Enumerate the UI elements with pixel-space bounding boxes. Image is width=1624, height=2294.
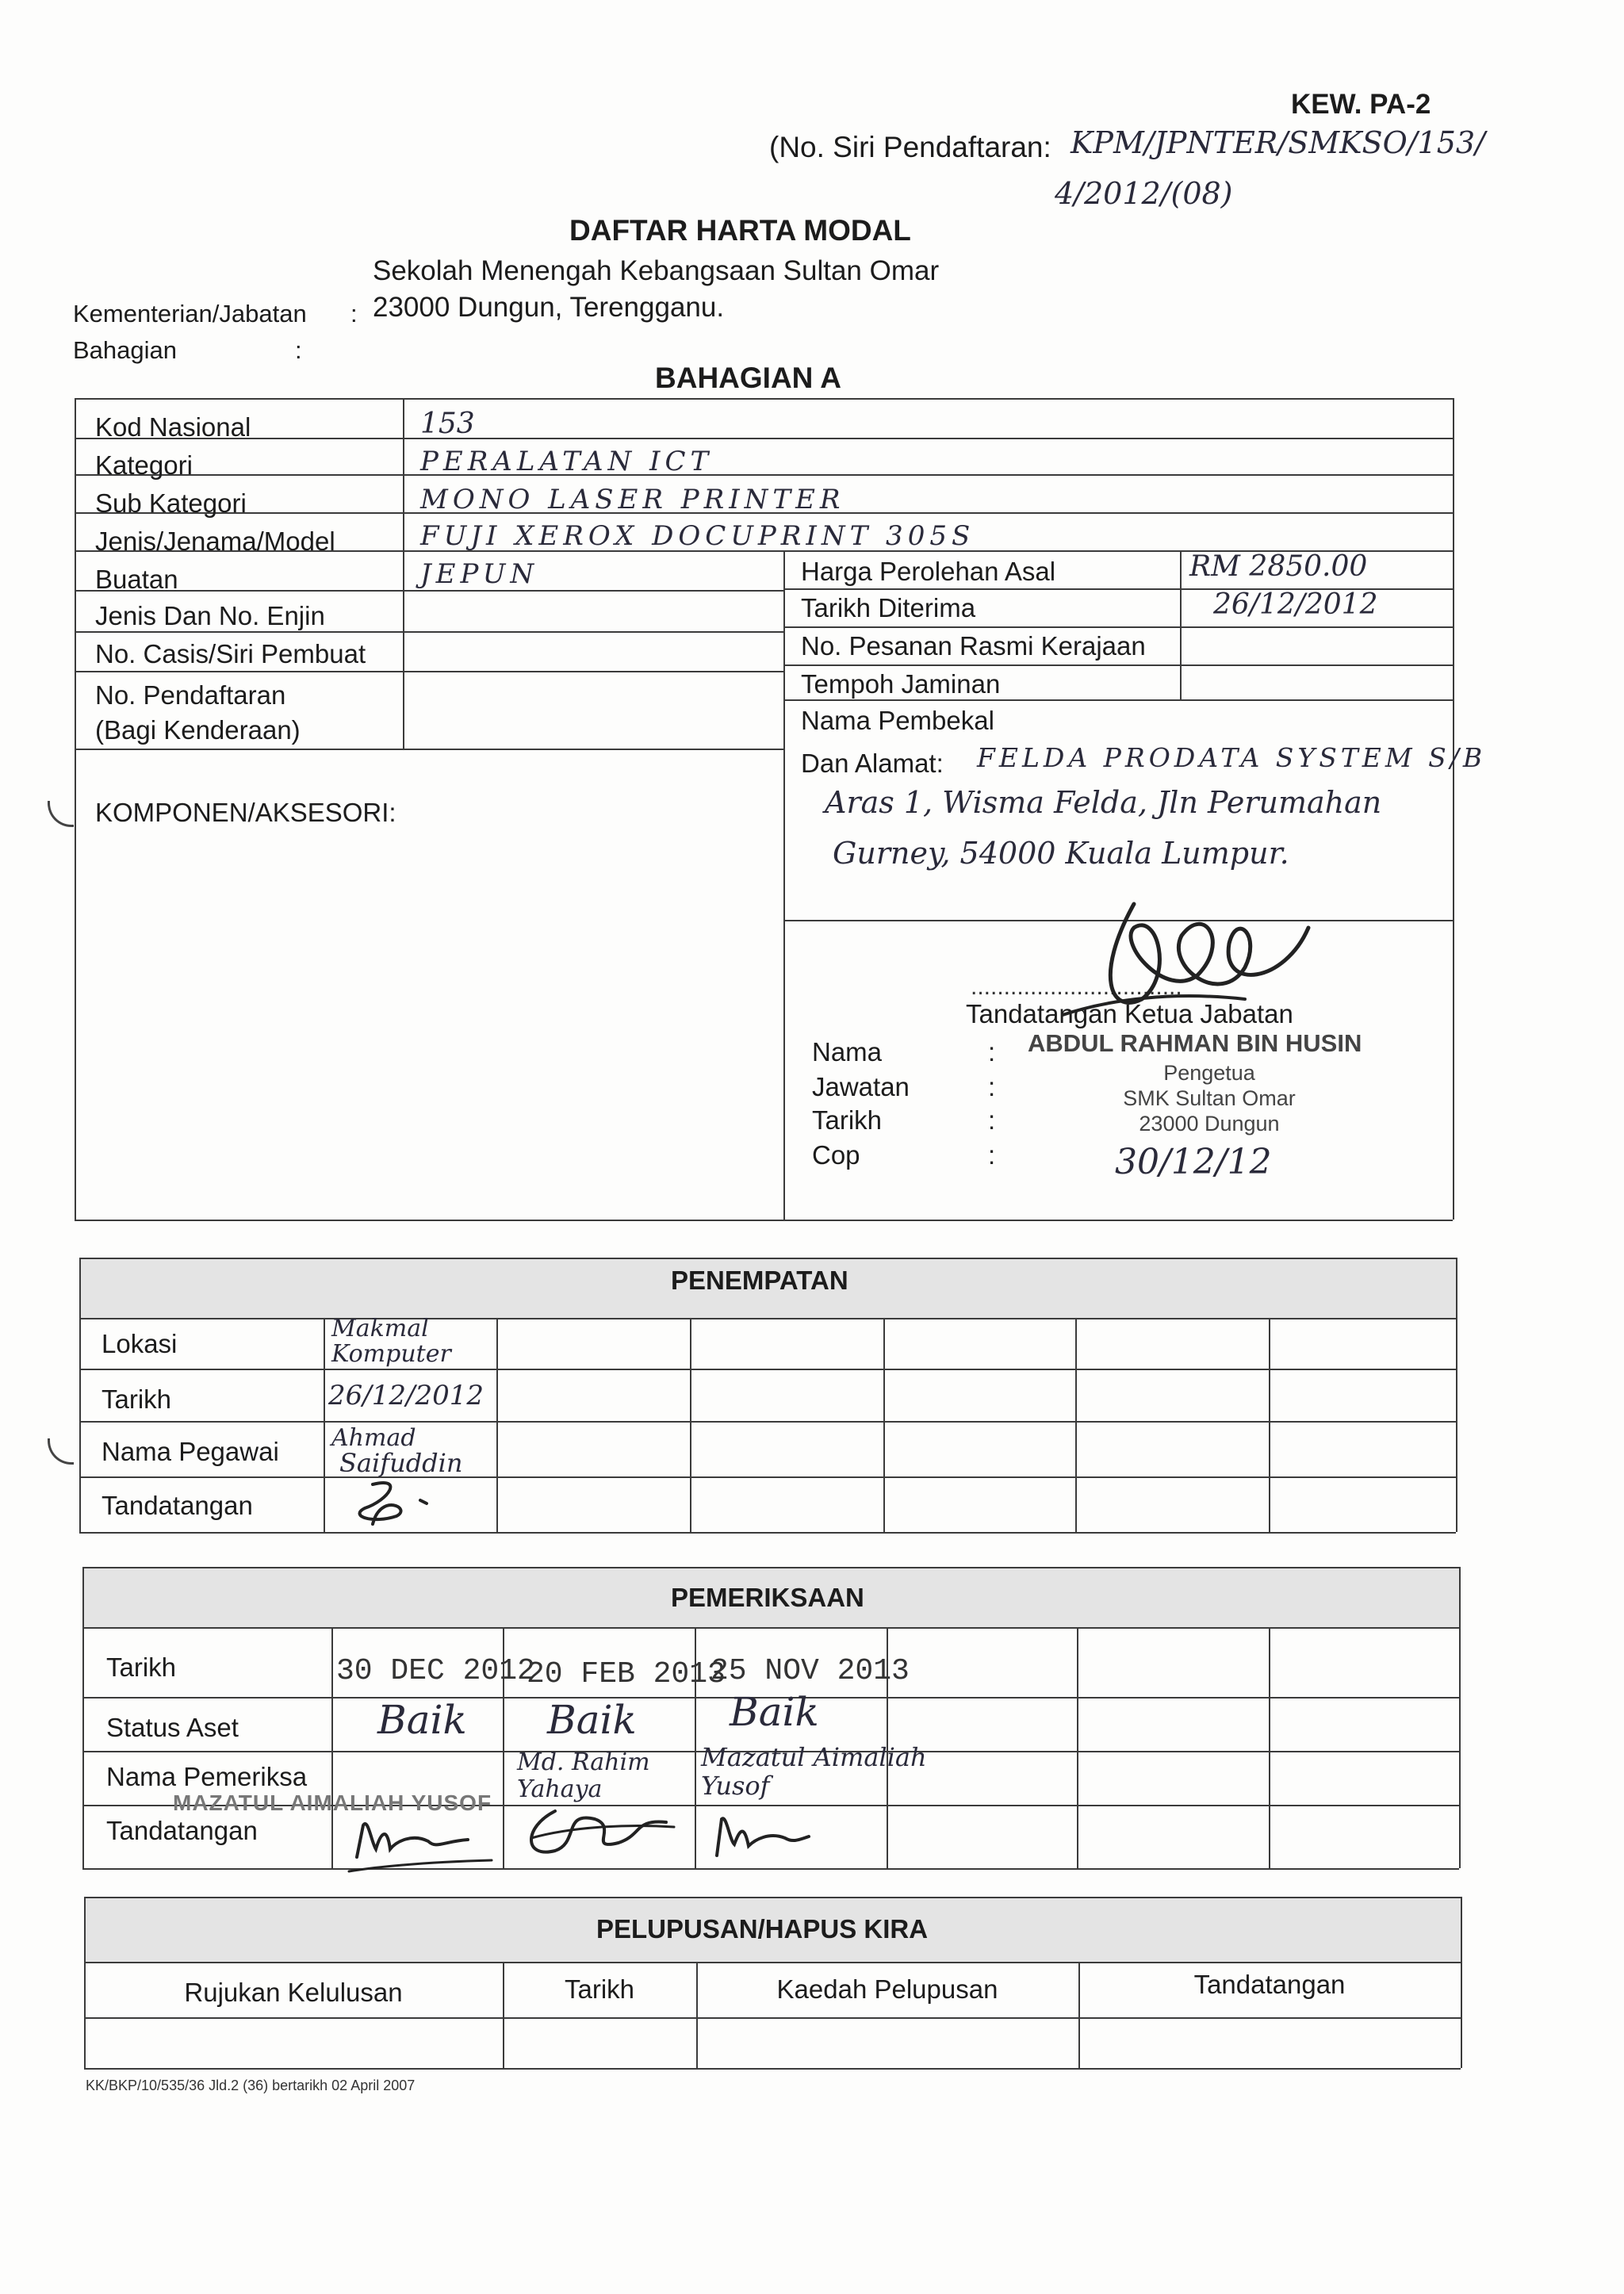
- disposal-col-tandatangan: Tandatangan: [1193, 1970, 1346, 1999]
- serial-label: (No. Siri Pendaftaran:: [769, 131, 1051, 163]
- label-bagi-kenderaan: (Bagi Kenderaan): [95, 715, 301, 745]
- punch-hole-mark-top: [48, 801, 74, 827]
- punch-hole-mark-bottom: [48, 1438, 74, 1465]
- disposal-title: PELUPUSAN/HAPUS KIRA: [596, 1914, 929, 1944]
- placement-location-line2: Komputer: [331, 1340, 451, 1368]
- officer-colon-jawatan: :: [988, 1072, 996, 1101]
- section-a-title: BAHAGIAN A: [655, 362, 842, 394]
- inspection-date-3: 25 NOV 2013: [710, 1654, 910, 1688]
- inspection-inspector-3: Mazatul Aimaliah Yusof: [701, 1742, 927, 1801]
- label-no-casis: No. Casis/Siri Pembuat: [95, 639, 366, 668]
- placement-label-nama-pegawai: Nama Pegawai: [102, 1437, 279, 1466]
- label-nama-pembekal: Nama Pembekal: [801, 706, 994, 735]
- inspection-label-pemeriksa: Nama Pemeriksa: [106, 1762, 308, 1791]
- value-kod-nasional: 153: [420, 408, 475, 440]
- label-kategori: Kategori: [95, 450, 193, 480]
- label-tempoh-jaminan: Tempoh Jaminan: [801, 669, 1001, 699]
- value-buatan: JEPUN: [420, 558, 539, 590]
- inspection-signature-3: [706, 1808, 817, 1863]
- value-jenis-model: FUJI XEROX DOCUPRINT 305S: [420, 520, 975, 552]
- serial-value-line1: KPM/JPNTER/SMKSO/153/: [1071, 125, 1485, 160]
- footer-reference: KK/BKP/10/535/36 Jld.2 (36) bertarikh 02 April 2007: [86, 2078, 416, 2093]
- page-title: DAFTAR HARTA MODAL: [569, 214, 911, 247]
- ministry-colon: :: [350, 300, 358, 327]
- inspection-status-3: Baik: [730, 1689, 819, 1735]
- inspection-signature-2: [508, 1795, 690, 1867]
- officer-label-tarikh: Tarikh: [812, 1105, 883, 1135]
- form-code: KEW. PA-2: [1291, 89, 1431, 120]
- label-harga-perolehan: Harga Perolehan Asal: [801, 557, 1056, 586]
- head-of-department-signature: [1047, 880, 1332, 1039]
- disposal-col-tarikh: Tarikh: [564, 1974, 635, 2004]
- placement-title: PENEMPATAN: [671, 1266, 848, 1295]
- label-buatan: Buatan: [95, 565, 178, 594]
- placement-signature: [341, 1476, 452, 1532]
- signature-dots: ................................: [971, 974, 1182, 1000]
- officer-colon-nama: :: [988, 1037, 996, 1067]
- inspection-title: PEMERIKSAAN: [671, 1583, 864, 1612]
- officer-colon-tarikh: :: [988, 1105, 996, 1135]
- disposal-col-rujukan: Rujukan Kelulusan: [184, 1978, 403, 2007]
- supplier-line2: Aras 1, Wisma Felda, Jln Perumahan: [825, 785, 1382, 820]
- placement-date: 26/12/2012: [328, 1380, 484, 1411]
- label-jenis-jenama-model: Jenis/Jenama/Model: [95, 527, 335, 556]
- inspection-label-status: Status Aset: [106, 1713, 239, 1742]
- supplier-line1: FELDA PRODATA SYSTEM S/B: [977, 742, 1487, 773]
- ministry-value-line1: Sekolah Menengah Kebangsaan Sultan Omar: [373, 255, 940, 286]
- stamp-line-school: SMK Sultan Omar: [1123, 1086, 1296, 1110]
- label-dan-alamat: Dan Alamat:: [801, 749, 944, 778]
- ministry-value-line2: 23000 Dungun, Terengganu.: [373, 292, 725, 323]
- label-jenis-no-enjin: Jenis Dan No. Enjin: [95, 601, 325, 630]
- division-colon: :: [295, 336, 302, 364]
- placement-officer-line2: Saifuddin: [339, 1448, 463, 1478]
- stamp-line-town: 23000 Dungun: [1139, 1112, 1280, 1136]
- supplier-line3: Gurney, 54000 Kuala Lumpur.: [833, 836, 1289, 871]
- label-sub-kategori: Sub Kategori: [95, 488, 247, 518]
- inspection-label-tandatangan: Tandatangan: [106, 1816, 258, 1845]
- officer-colon-cop: :: [988, 1140, 996, 1170]
- signature-caption: Tandatangan Ketua Jabatan: [966, 999, 1293, 1028]
- inspection-date-2: 20 FEB 2013: [527, 1657, 726, 1691]
- inspection-signature-1: [341, 1810, 500, 1873]
- inspection-date-1: 30 DEC 2012: [336, 1654, 535, 1688]
- ministry-label: Kementerian/Jabatan: [73, 300, 307, 327]
- placement-officer-line1: Ahmad: [331, 1424, 416, 1452]
- inspection-status-1: Baik: [377, 1697, 467, 1743]
- division-label: Bahagian: [73, 336, 178, 364]
- officer-label-nama: Nama: [812, 1037, 883, 1067]
- value-harga: RM 2850.00: [1189, 550, 1368, 583]
- value-kategori: PERALATAN ICT: [420, 446, 714, 477]
- serial-value-line2: 4/2012/(08): [1055, 176, 1233, 211]
- placement-location-line1: Makmal: [331, 1315, 429, 1342]
- inspection-label-tarikh: Tarikh: [106, 1653, 177, 1682]
- inspection-status-2: Baik: [547, 1697, 637, 1743]
- stamp-line-pengetua: Pengetua: [1163, 1061, 1255, 1085]
- inspection-inspector-2: Md. Rahim Yahaya: [517, 1748, 650, 1803]
- label-kod-nasional: Kod Nasional: [95, 412, 251, 442]
- officer-name-stamp: ABDUL RAHMAN BIN HUSIN: [1028, 1029, 1362, 1057]
- officer-label-jawatan: Jawatan: [812, 1072, 910, 1101]
- label-no-pendaftaran: No. Pendaftaran: [95, 680, 286, 710]
- label-no-pesanan: No. Pesanan Rasmi Kerajaan: [801, 631, 1146, 661]
- placement-label-lokasi: Lokasi: [102, 1329, 178, 1358]
- officer-label-cop: Cop: [812, 1140, 860, 1170]
- disposal-col-kaedah: Kaedah Pelupusan: [776, 1974, 998, 2004]
- value-tarikh-diterima: 26/12/2012: [1213, 588, 1378, 621]
- placement-label-tarikh: Tarikh: [102, 1384, 172, 1414]
- inspector-name-stamp: MAZATUL AIMALIAH YUSOF: [173, 1790, 492, 1815]
- officer-date: 30/12/12: [1115, 1142, 1272, 1182]
- value-sub-kategori: MONO LASER PRINTER: [420, 484, 845, 515]
- components-label: KOMPONEN/AKSESORI:: [95, 798, 396, 827]
- placement-label-tandatangan: Tandatangan: [102, 1491, 253, 1520]
- label-tarikh-diterima: Tarikh Diterima: [801, 593, 976, 622]
